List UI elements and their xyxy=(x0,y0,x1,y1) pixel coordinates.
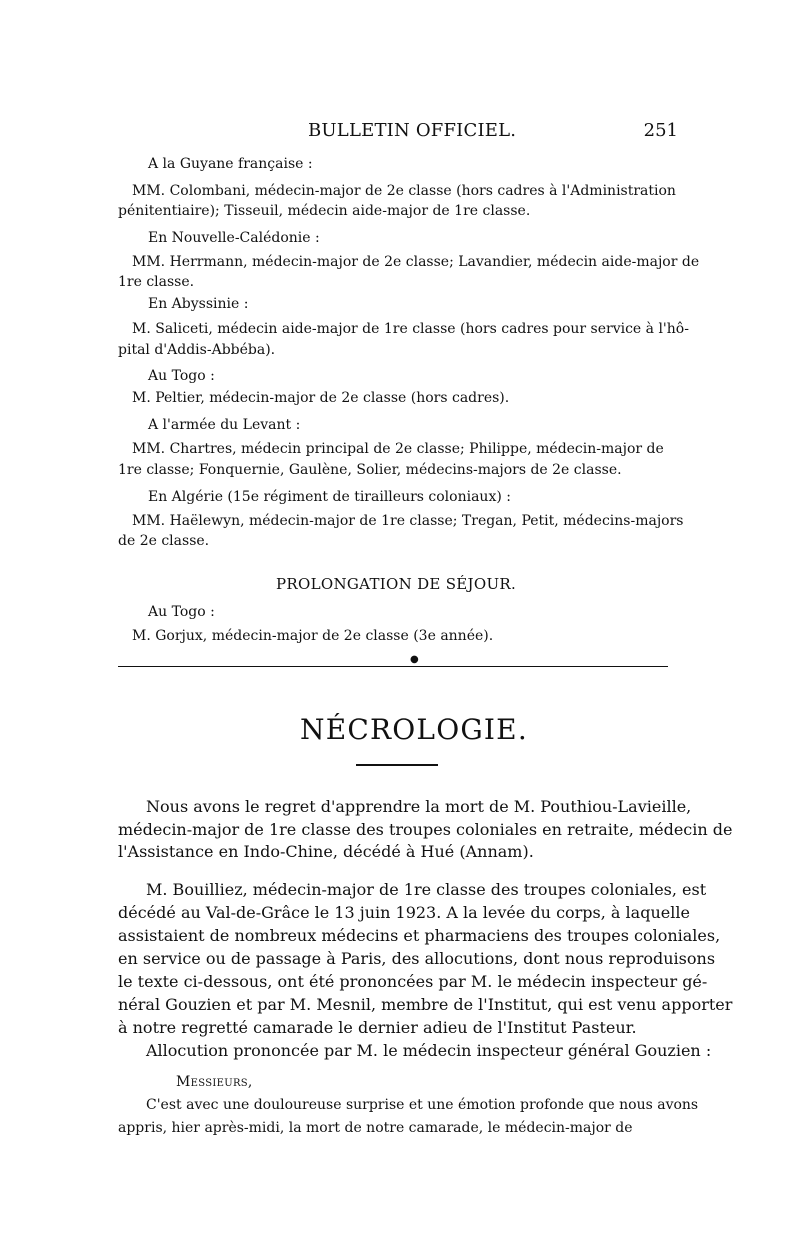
paragraph-line: néral Gouzien et par M. Mesnil, membre de l'Institut, qui est venu apporter xyxy=(118,995,733,1014)
text-line: M. Gorjux, médecin-major de 2e classe (3e année). xyxy=(132,628,494,644)
speech-line: C'est avec une douloureuse surprise et une émotion profonde que nous avons xyxy=(146,1097,699,1113)
section-divider xyxy=(118,666,668,667)
speech-line: appris, hier après-midi, la mort de notre camarade, le médecin-major de xyxy=(118,1120,633,1136)
paragraph-line: assistaient de nombreux médecins et pharmaciens des troupes coloniales, xyxy=(118,926,721,945)
header-title: BULLETIN OFFICIEL. xyxy=(308,120,517,141)
text-line: MM. Herrmann, médecin-major de 2e classe; Lavandier, médecin aide-major de xyxy=(132,254,700,270)
paragraph-line: l'Assistance en Indo-Chine, décédé à Hué (Annam). xyxy=(118,842,534,861)
page-header xyxy=(112,120,678,144)
text-line: MM. Haëlewyn, médecin-major de 1re classe; Tregan, Petit, médecins-majors xyxy=(132,513,684,529)
paragraph-line: décédé au Val-de-Grâce le 13 juin 1923. A la levée du corps, à laquelle xyxy=(118,903,690,922)
text-line: En Algérie (15e régiment de tirailleurs coloniaux) : xyxy=(148,489,511,505)
paragraph-line: à notre regretté camarade le dernier adieu de l'Institut Pasteur. xyxy=(118,1018,637,1037)
text-line: de 2e classe. xyxy=(118,533,210,549)
text-line: MM. Chartres, médecin principal de 2e classe; Philippe, médecin-major de xyxy=(132,441,664,457)
paragraph-line: Allocution prononcée par M. le médecin inspecteur général Gouzien : xyxy=(146,1041,712,1060)
text-line: En Nouvelle-Calédonie : xyxy=(148,230,320,246)
text-line: MM. Colombani, médecin-major de 2e classe (hors cadres à l'Administration xyxy=(132,183,676,199)
paragraph-line: Nous avons le regret d'apprendre la mort de M. Pouthiou-Lavieille, xyxy=(146,797,692,816)
title-underline xyxy=(356,764,438,766)
text-line: 1re classe; Fonquernie, Gaulène, Solier, médecins-majors de 2e classe. xyxy=(118,462,622,478)
text-line: 1re classe. xyxy=(118,274,195,290)
section-heading: PROLONGATION DE SÉJOUR. xyxy=(276,575,517,593)
text-line: En Abyssinie : xyxy=(148,296,249,312)
text-line: Au Togo : xyxy=(148,368,215,384)
text-line: Au Togo : xyxy=(148,604,215,620)
text-line: A l'armée du Levant : xyxy=(148,417,301,433)
ornament-dot: ● xyxy=(410,654,419,665)
text-line: A la Guyane française : xyxy=(148,156,313,172)
text-line: M. Peltier, médecin-major de 2e classe (hors cadres). xyxy=(132,390,510,406)
paragraph-line: le texte ci-dessous, ont été prononcées par M. le médecin inspecteur gé- xyxy=(118,972,708,991)
salutation: Messieurs, xyxy=(176,1074,253,1090)
text-line: pital d'Addis-Abbéba). xyxy=(118,342,276,358)
page-number: 251 xyxy=(643,120,678,141)
necrologie-title: NÉCROLOGIE. xyxy=(300,713,528,746)
paragraph-line: médecin-major de 1re classe des troupes coloniales en retraite, médecin de xyxy=(118,820,733,839)
paragraph-line: en service ou de passage à Paris, des allocutions, dont nous reproduisons xyxy=(118,949,716,968)
text-line: M. Saliceti, médecin aide-major de 1re classe (hors cadres pour service à l'hô- xyxy=(132,321,689,337)
text-line: pénitentiaire); Tisseuil, médecin aide-major de 1re classe. xyxy=(118,203,531,219)
paragraph-line: M. Bouilliez, médecin-major de 1re classe des troupes coloniales, est xyxy=(146,880,707,899)
